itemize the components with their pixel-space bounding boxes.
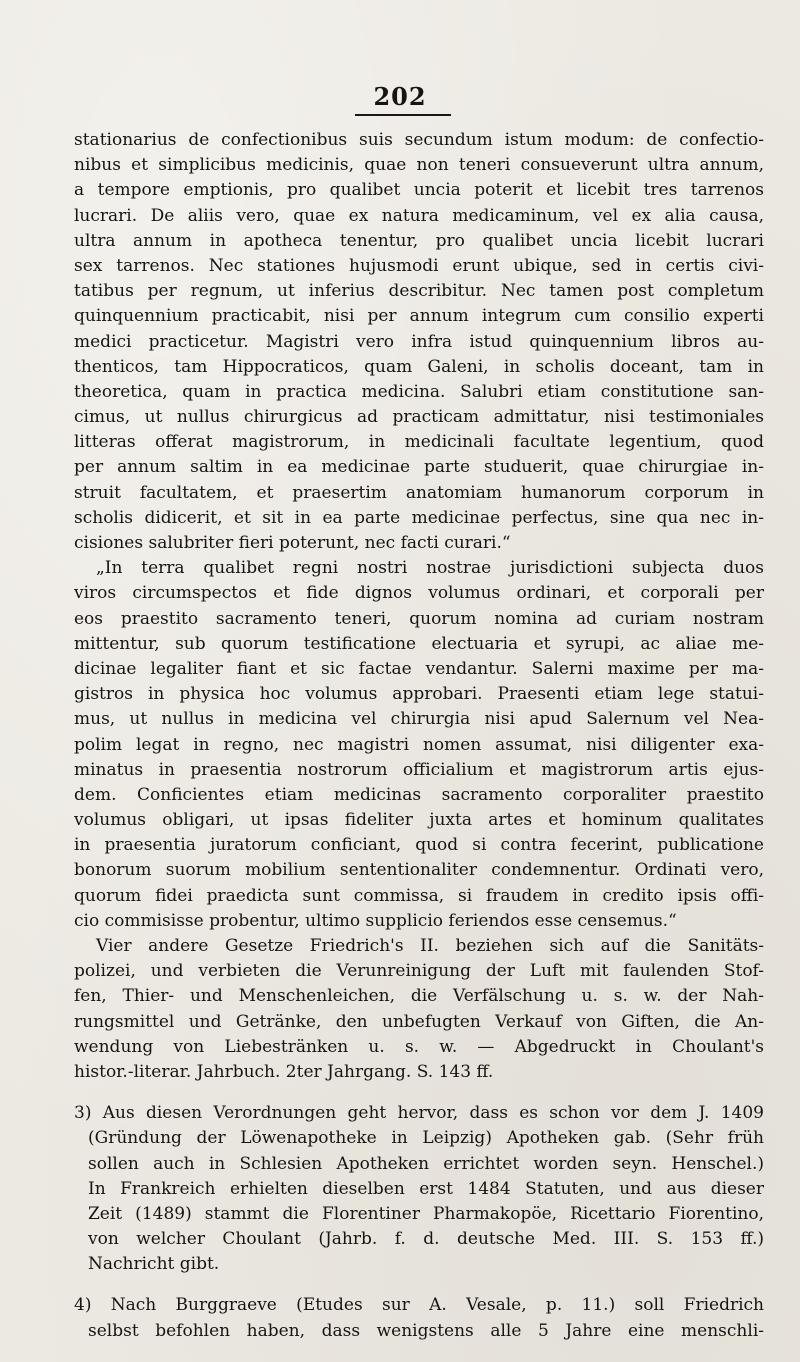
text-line: scholis didicerit, et sit in ea parte medicinae perfectus, sine qua nec in-	[74, 507, 764, 528]
text-line: per annum saltim in ea medicinae parte studuerit, quae chirurgiae in-	[74, 457, 764, 478]
text-line: viros circumspectos et fide dignos volumus ordinari, et corporali per	[74, 583, 764, 604]
text-line: stationarius de confectionibus suis secundum istum modum: de confectio-	[74, 130, 764, 150]
footnote-3-line: In Frankreich erhielten dieselben erst 1484 Statuten, und aus dieser	[88, 1178, 764, 1199]
text-line: polim legat in regno, nec magistri nomen assumat, nisi diligenter exa-	[74, 734, 764, 755]
footnote-3	[74, 1101, 764, 1277]
text-line: litteras offerat magistrorum, in medicinali facultate legentium, quod	[74, 432, 764, 453]
text-line: medici practicetur. Magistri vero infra istud quinquennium libros au-	[74, 331, 764, 352]
section-gap	[74, 1277, 764, 1293]
page-number: 202	[373, 82, 427, 111]
text-line: quinquennium practicabit, nisi per annum integrum cum consilio experti	[74, 306, 764, 327]
text-line: wendung von Liebestränken u. s. w. — Abgedruckt in Choulant's	[74, 1036, 764, 1057]
text-line: sex tarrenos. Nec stationes hujusmodi erunt ubique, sed in certis civi-	[74, 255, 764, 276]
text-line: histor.-literar. Jahrbuch. 2ter Jahrgang. S. 143 ff.	[74, 1061, 494, 1082]
footnote-4-line: 4) Nach Burggraeve (Etudes sur A. Vesale, p. 11.) soll Friedrich	[74, 1295, 764, 1316]
text-line: mus, ut nullus in medicina vel chirurgia nisi apud Salernum vel Nea-	[74, 709, 764, 730]
text-line: dem. Conficientes etiam medicinas sacramento corporaliter praestito	[74, 784, 764, 805]
text-line: cisiones salubriter fieri poterunt, nec facti curari.“	[74, 533, 511, 553]
text-line: bonorum suorum mobilium sententionaliter condemnentur. Ordinati vero,	[74, 860, 764, 881]
text-line: a tempore emptionis, pro qualibet uncia poterit et licebit tres tarrenos	[74, 180, 764, 201]
text-line: Vier andere Gesetze Friedrich's II. beziehen sich auf die Sanitäts-	[96, 936, 764, 956]
footnote-3-line: Nachricht gibt.	[88, 1254, 220, 1275]
text-line: dicinae legaliter fiant et sic factae vendantur. Salerni maxime per ma-	[74, 658, 764, 679]
text-line: quorum fidei praedicta sunt commissa, si fraudem in credito ipsis offi-	[74, 885, 764, 906]
page-number-rule	[355, 114, 451, 116]
text-line: in praesentia juratorum conficiant, quod si contra fecerint, publicatione	[74, 835, 764, 856]
text-line: thenticos, tam Hippocraticos, quam Galeni, in scholis doceant, tam in	[74, 356, 764, 377]
text-line: cimus, ut nullus chirurgicus ad practicam admittatur, nisi testimoniales	[74, 407, 764, 428]
section-gap	[74, 1085, 764, 1101]
text-line: minatus in praesentia nostrorum officialium et magistrorum artis ejus-	[74, 759, 764, 780]
footnote-3-line: sollen auch in Schlesien Apotheken errichtet worden seyn. Henschel.)	[88, 1153, 764, 1174]
main-paragraphs	[74, 128, 764, 1085]
page-text	[74, 128, 764, 1344]
text-line: tatibus per regnum, ut inferius describitur. Nec tamen post completum	[74, 281, 764, 302]
text-line: ultra annum in apotheca tenentur, pro qualibet uncia licebit lucrari	[74, 230, 764, 251]
footnote-3-line: von welcher Choulant (Jahrb. f. d. deutsche Med. III. S. 153 ff.)	[88, 1229, 764, 1250]
text-line: nibus et simplicibus medicinis, quae non teneri consueverunt ultra annum,	[74, 155, 764, 176]
footnote-3-line: 3) Aus diesen Verordnungen geht hervor, dass es schon vor dem J. 1409	[74, 1103, 764, 1124]
footnote-4-line: selbst befohlen haben, dass wenigstens alle 5 Jahre eine menschli-	[88, 1320, 764, 1341]
text-line: eos praestito sacramento teneri, quorum nomina ad curiam nostram	[74, 608, 764, 629]
text-line: gistros in physica hoc volumus approbari. Praesenti etiam lege statui-	[74, 684, 764, 705]
text-line: mittentur, sub quorum testificatione electuaria et syrupi, ac aliae me-	[74, 633, 764, 654]
text-line: polizei, und verbieten die Verunreinigung der Luft mit faulenden Stof-	[74, 961, 764, 982]
text-line: cio commisisse probentur, ultimo supplicio feriendos esse censemus.“	[74, 910, 677, 931]
text-line: lucrari. De aliis vero, quae ex natura medicaminum, vel ex alia causa,	[74, 205, 764, 226]
text-line: rungsmittel und Getränke, den unbefugten Verkauf von Giften, die An-	[74, 1011, 764, 1032]
text-line: theoretica, quam in practica medicina. Salubri etiam constitutione san-	[74, 381, 764, 402]
text-line: volumus obligari, ut ipsas fideliter juxta artes et hominum qualitates	[74, 810, 764, 831]
text-line: „In terra qualibet regni nostri nostrae jurisdictioni subjecta duos	[96, 558, 764, 579]
text-line: fen, Thier- und Menschenleichen, die Verfälschung u. s. w. der Nah-	[74, 986, 764, 1007]
footnote-3-line: Zeit (1489) stammt die Florentiner Pharmakopöe, Ricettario Fiorentino,	[88, 1203, 764, 1224]
footnote-3-line: (Gründung der Löwenapotheke in Leipzig) Apotheken gab. (Sehr früh	[88, 1128, 764, 1149]
text-line: struit facultatem, et praesertim anatomiam humanorum corporum in	[74, 482, 764, 503]
footnote-4	[74, 1293, 764, 1343]
